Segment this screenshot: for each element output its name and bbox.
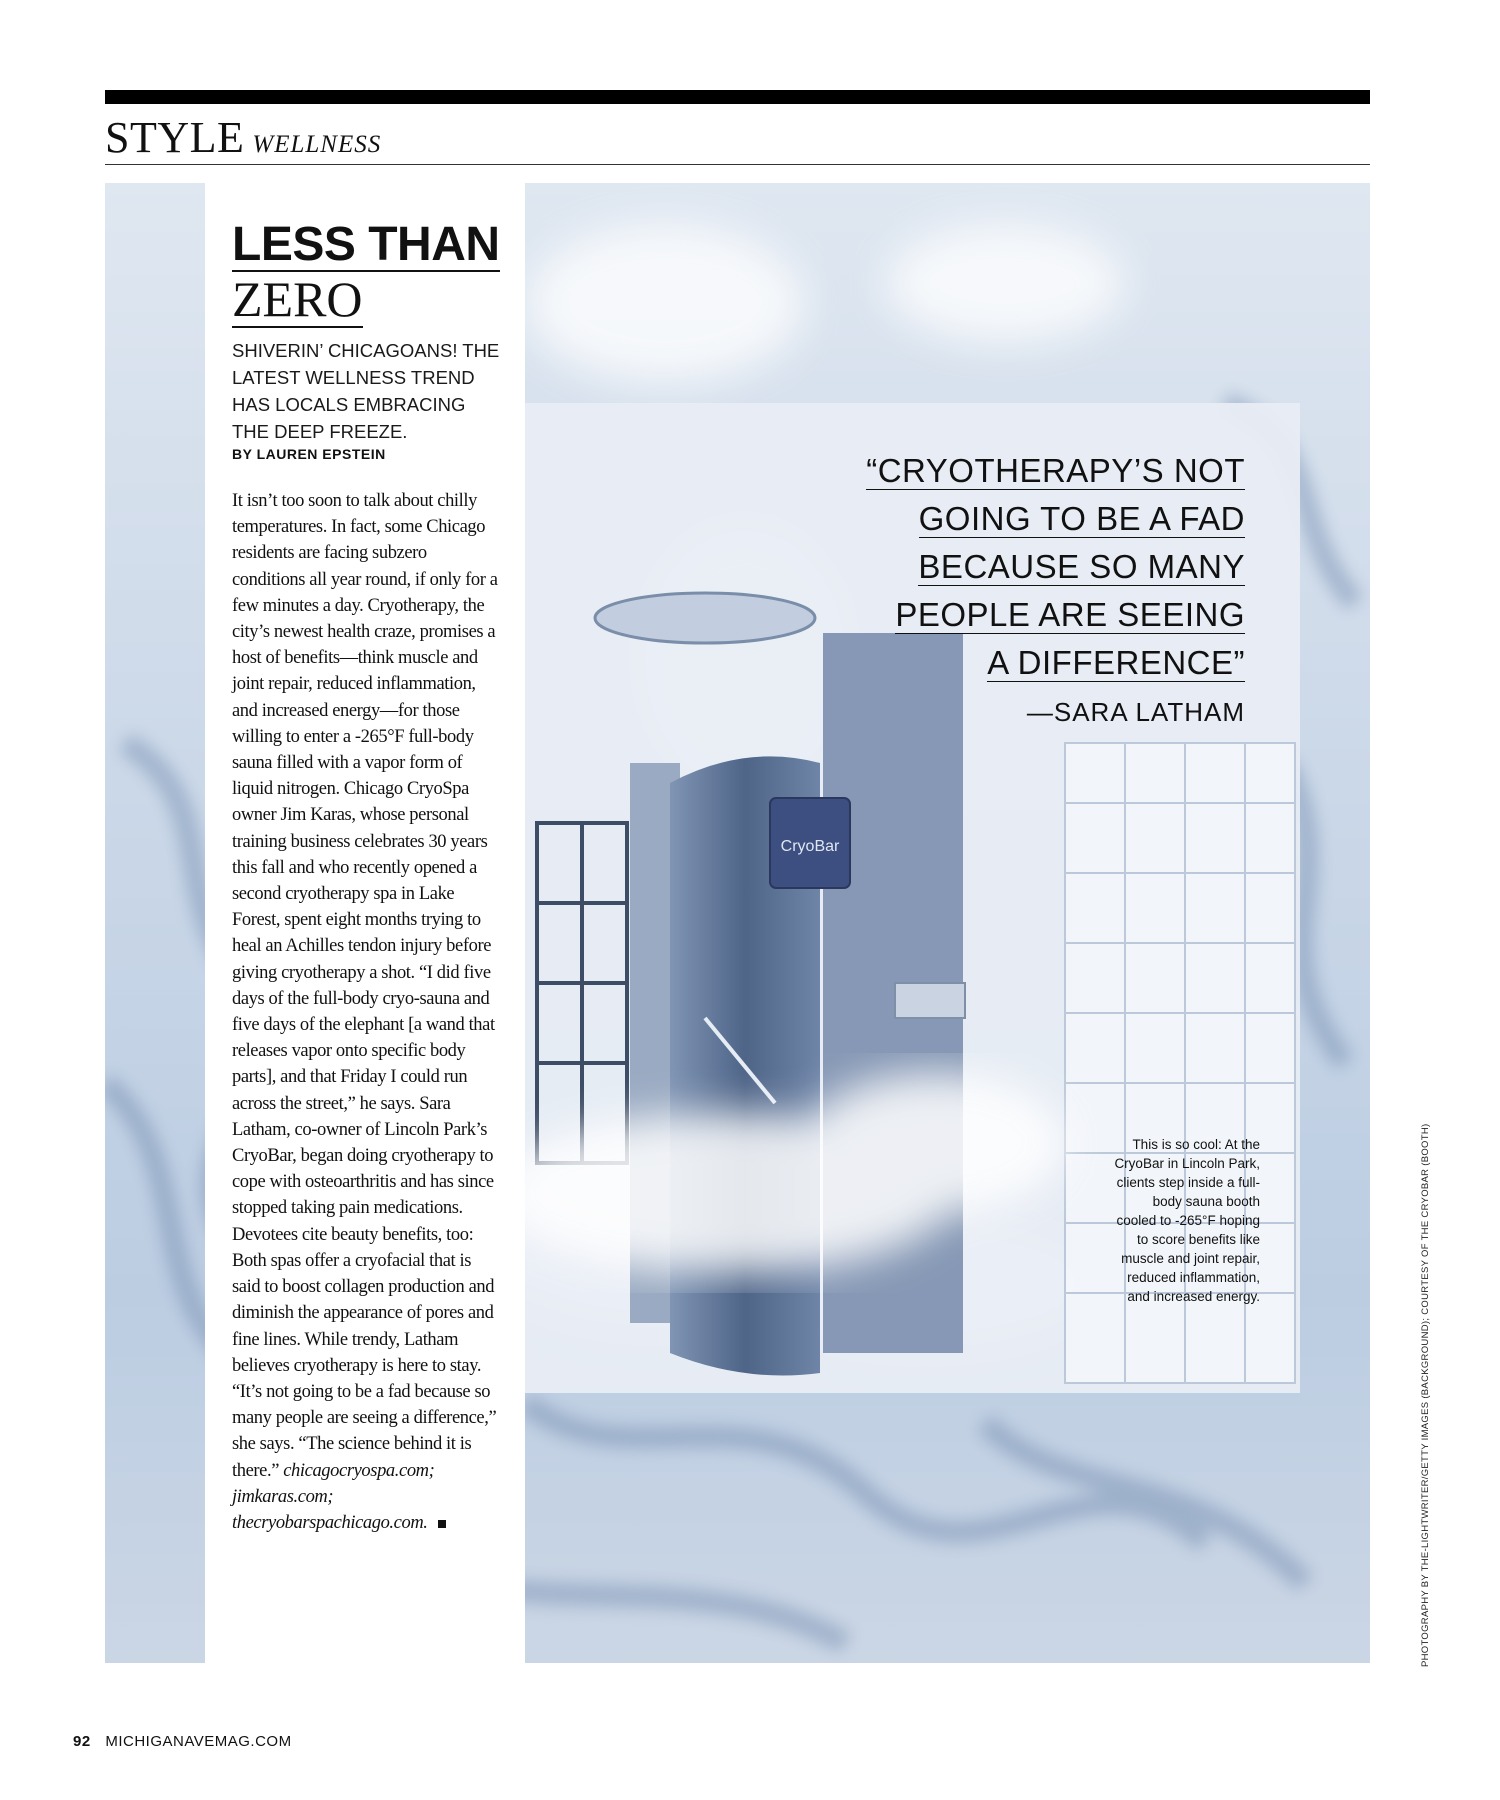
source-links: chicagocryospa.com; jimkaras.com; thecryobarspachicago.com.	[232, 1460, 435, 1533]
folio	[73, 1733, 292, 1750]
page-number: 92	[73, 1733, 91, 1750]
headline	[232, 220, 512, 328]
pull-quote-line: PEOPLE ARE SEEING	[895, 596, 1245, 633]
dek: SHIVERIN’ CHICAGOANS! THE LATEST WELLNESS TREND HAS LOCALS EMBRACING THE DEEP FREEZE.	[232, 340, 500, 442]
pull-quote-line: A DIFFERENCE”	[987, 644, 1245, 681]
section-header	[105, 112, 381, 163]
end-mark-icon	[438, 1520, 446, 1528]
pull-quote-line: GOING TO BE A FAD	[918, 500, 1245, 537]
booth-logo: CryoBar	[780, 838, 840, 855]
pull-quote-line: BECAUSE SO MANY	[918, 548, 1245, 585]
body-text: It isn’t too soon to talk about chilly temperatures. In fact, some Chicago residents are facing subzero conditions all year round, if only for a few minutes a day. Cryotherapy, the city’s newest health craze, promises a host of benefits—think muscle and joint repair, reduced inflammation, and increased energy—for those willing to enter a -265°F full-body sauna filled with a vapor form of liquid nitrogen. Chicago CryoSpa owner Jim Karas, whose personal training business celebrates 30 years this fall and who recently opened a second cryotherapy spa in Lake Forest, spent eight months trying to heal an Achilles tendon injury before giving cryotherapy a shot. “I did five days of the full-body cryo-sauna and five days of the elephant [a wand that releases vapor onto specific body parts], and that Friday I could run across the street,” he says. Sara Latham, co-owner of Lincoln Park’s CryoBar, began doing cryotherapy to cope with osteoarthritis and has since stopped taking pain medications. Devotees cite beauty benefits, too: Both spas offer a cryofacial that is said to boost collagen production and diminish the appearance of pores and fine lines. While trendy, Latham believes cryotherapy is here to stay. “It’s not going to be a fad because so many people are seeing a difference,” she says. “The science behind it is there.”	[232, 491, 498, 1481]
byline: BY LAUREN EPSTEIN	[232, 446, 386, 462]
top-rule-bar	[105, 90, 1370, 104]
section-subname: WELLNESS	[252, 131, 382, 158]
pull-quote-attribution: —SARA LATHAM	[1026, 697, 1245, 727]
pull-quote-line: “CRYOTHERAPY’S NOT	[866, 452, 1245, 489]
headline-line-2: ZERO	[232, 271, 363, 327]
article-body	[232, 488, 502, 1536]
photo-credit: PHOTOGRAPHY BY THE-LIGHTWRITER/GETTY IMAGES (BACKGROUND); COURTESY OF THE CRYOBAR (BOOTH)	[1420, 1123, 1431, 1667]
header-rule	[105, 164, 1370, 165]
photo-caption: This is so cool: At the CryoBar in Lincoln Park, clients step inside a full-body sauna booth cooled to -265°F hoping to score benefits like muscle and joint repair, reduced inflammation, and increased energy.	[1114, 1137, 1260, 1304]
pull-quote	[775, 447, 1245, 728]
headline-line-1: LESS THAN	[232, 218, 500, 271]
site-url: MICHIGANAVEMAG.COM	[105, 1733, 292, 1750]
section-name: STYLE	[105, 113, 245, 162]
